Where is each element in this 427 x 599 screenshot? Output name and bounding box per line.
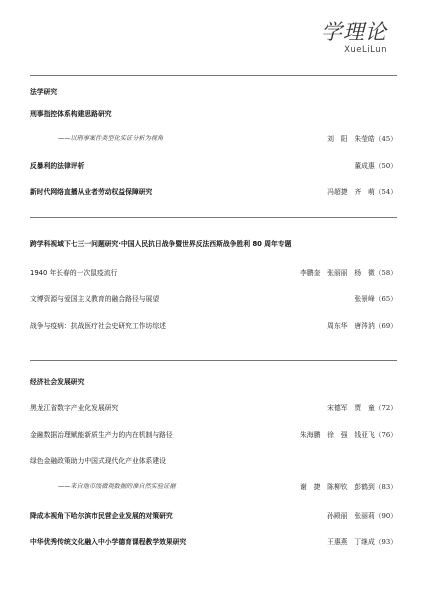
toc-entry[interactable]	[30, 186, 397, 198]
section-title: 跨学科视域下七三一问题研究·中国人民抗日战争暨世界反法西斯战争胜利 80 周年专题	[30, 240, 292, 248]
article-author: 冯超捷 齐 萌（54）	[327, 188, 397, 196]
logo-subtitle: XueLiLun	[344, 45, 387, 55]
toc-entry[interactable]	[30, 510, 397, 522]
toc-entry[interactable]	[30, 536, 397, 548]
toc-entry[interactable]	[30, 160, 397, 172]
article-author: 李鹏奎 张丽丽 杨 微（58）	[299, 269, 397, 277]
article-title: 降成本视角下哈尔滨市民营企业发展的对策研究	[30, 512, 173, 520]
article-author: 董成惠（50）	[354, 162, 397, 170]
toc-entry[interactable]	[30, 320, 397, 332]
article-author: 谢 捷 陈柳钦 彭鹤到（83）	[299, 483, 397, 491]
article-author: 周东华 唐涔汭（69）	[327, 322, 397, 330]
toc-entry[interactable]	[30, 455, 397, 467]
toc-entry[interactable]	[30, 481, 397, 493]
article-author: 王惠燕 丁继成（93）	[327, 538, 397, 546]
article-title: 金融数据治理赋能新质生产力的内在机制与路径	[30, 431, 173, 439]
section-divider	[30, 360, 397, 361]
article-author: 宋德军 贾 童（72）	[327, 404, 397, 412]
toc-entry[interactable]	[30, 267, 397, 279]
section-divider	[30, 217, 397, 218]
section-title: 法学研究	[30, 88, 58, 96]
section-title: 经济社会发展研究	[30, 378, 85, 386]
toc-entry[interactable]	[30, 133, 397, 145]
journal-logo	[317, 20, 387, 55]
toc-entry[interactable]	[30, 429, 397, 441]
article-author: 朱海鹏 徐 强 钱亚飞（76）	[299, 431, 397, 439]
article-title: 反暴利的法律评析	[30, 162, 85, 170]
section-divider	[30, 75, 397, 76]
article-subtitle: ——来自地市级微观数据的准自然实验证据	[58, 483, 176, 490]
article-author: 刘 阳 朱莹皓（45）	[327, 135, 397, 143]
logo-mark: 学理论	[321, 20, 387, 44]
article-title: 1940 年长春的一次鼠疫流行	[30, 269, 118, 277]
toc-entry[interactable]	[30, 108, 397, 120]
article-title: 文博资源与爱国主义教育的融合路径与展望	[30, 295, 160, 303]
toc-entry[interactable]	[30, 402, 397, 414]
article-subtitle: ——以刑事案件类型化实证分析为视角	[58, 135, 164, 142]
article-title: 黑龙江省数字产业化发展研究	[30, 404, 119, 412]
article-title: 新时代网络直播从业者劳动权益保障研究	[30, 188, 153, 196]
article-title: 中华优秀传统文化融入中小学德育课程教学效果研究	[30, 538, 187, 546]
article-author: 孙殿丽 张丽莉（90）	[327, 512, 397, 520]
article-title: 战争与疫病：抗战医疗社会史研究工作坊综述	[30, 322, 166, 330]
article-author: 张景峰（65）	[354, 295, 397, 303]
article-title: 绿色金融政策助力中国式现代化产业体系建设	[30, 457, 166, 465]
article-title: 刑事指控体系构建思路研究	[30, 110, 112, 118]
toc-entry[interactable]	[30, 293, 397, 305]
